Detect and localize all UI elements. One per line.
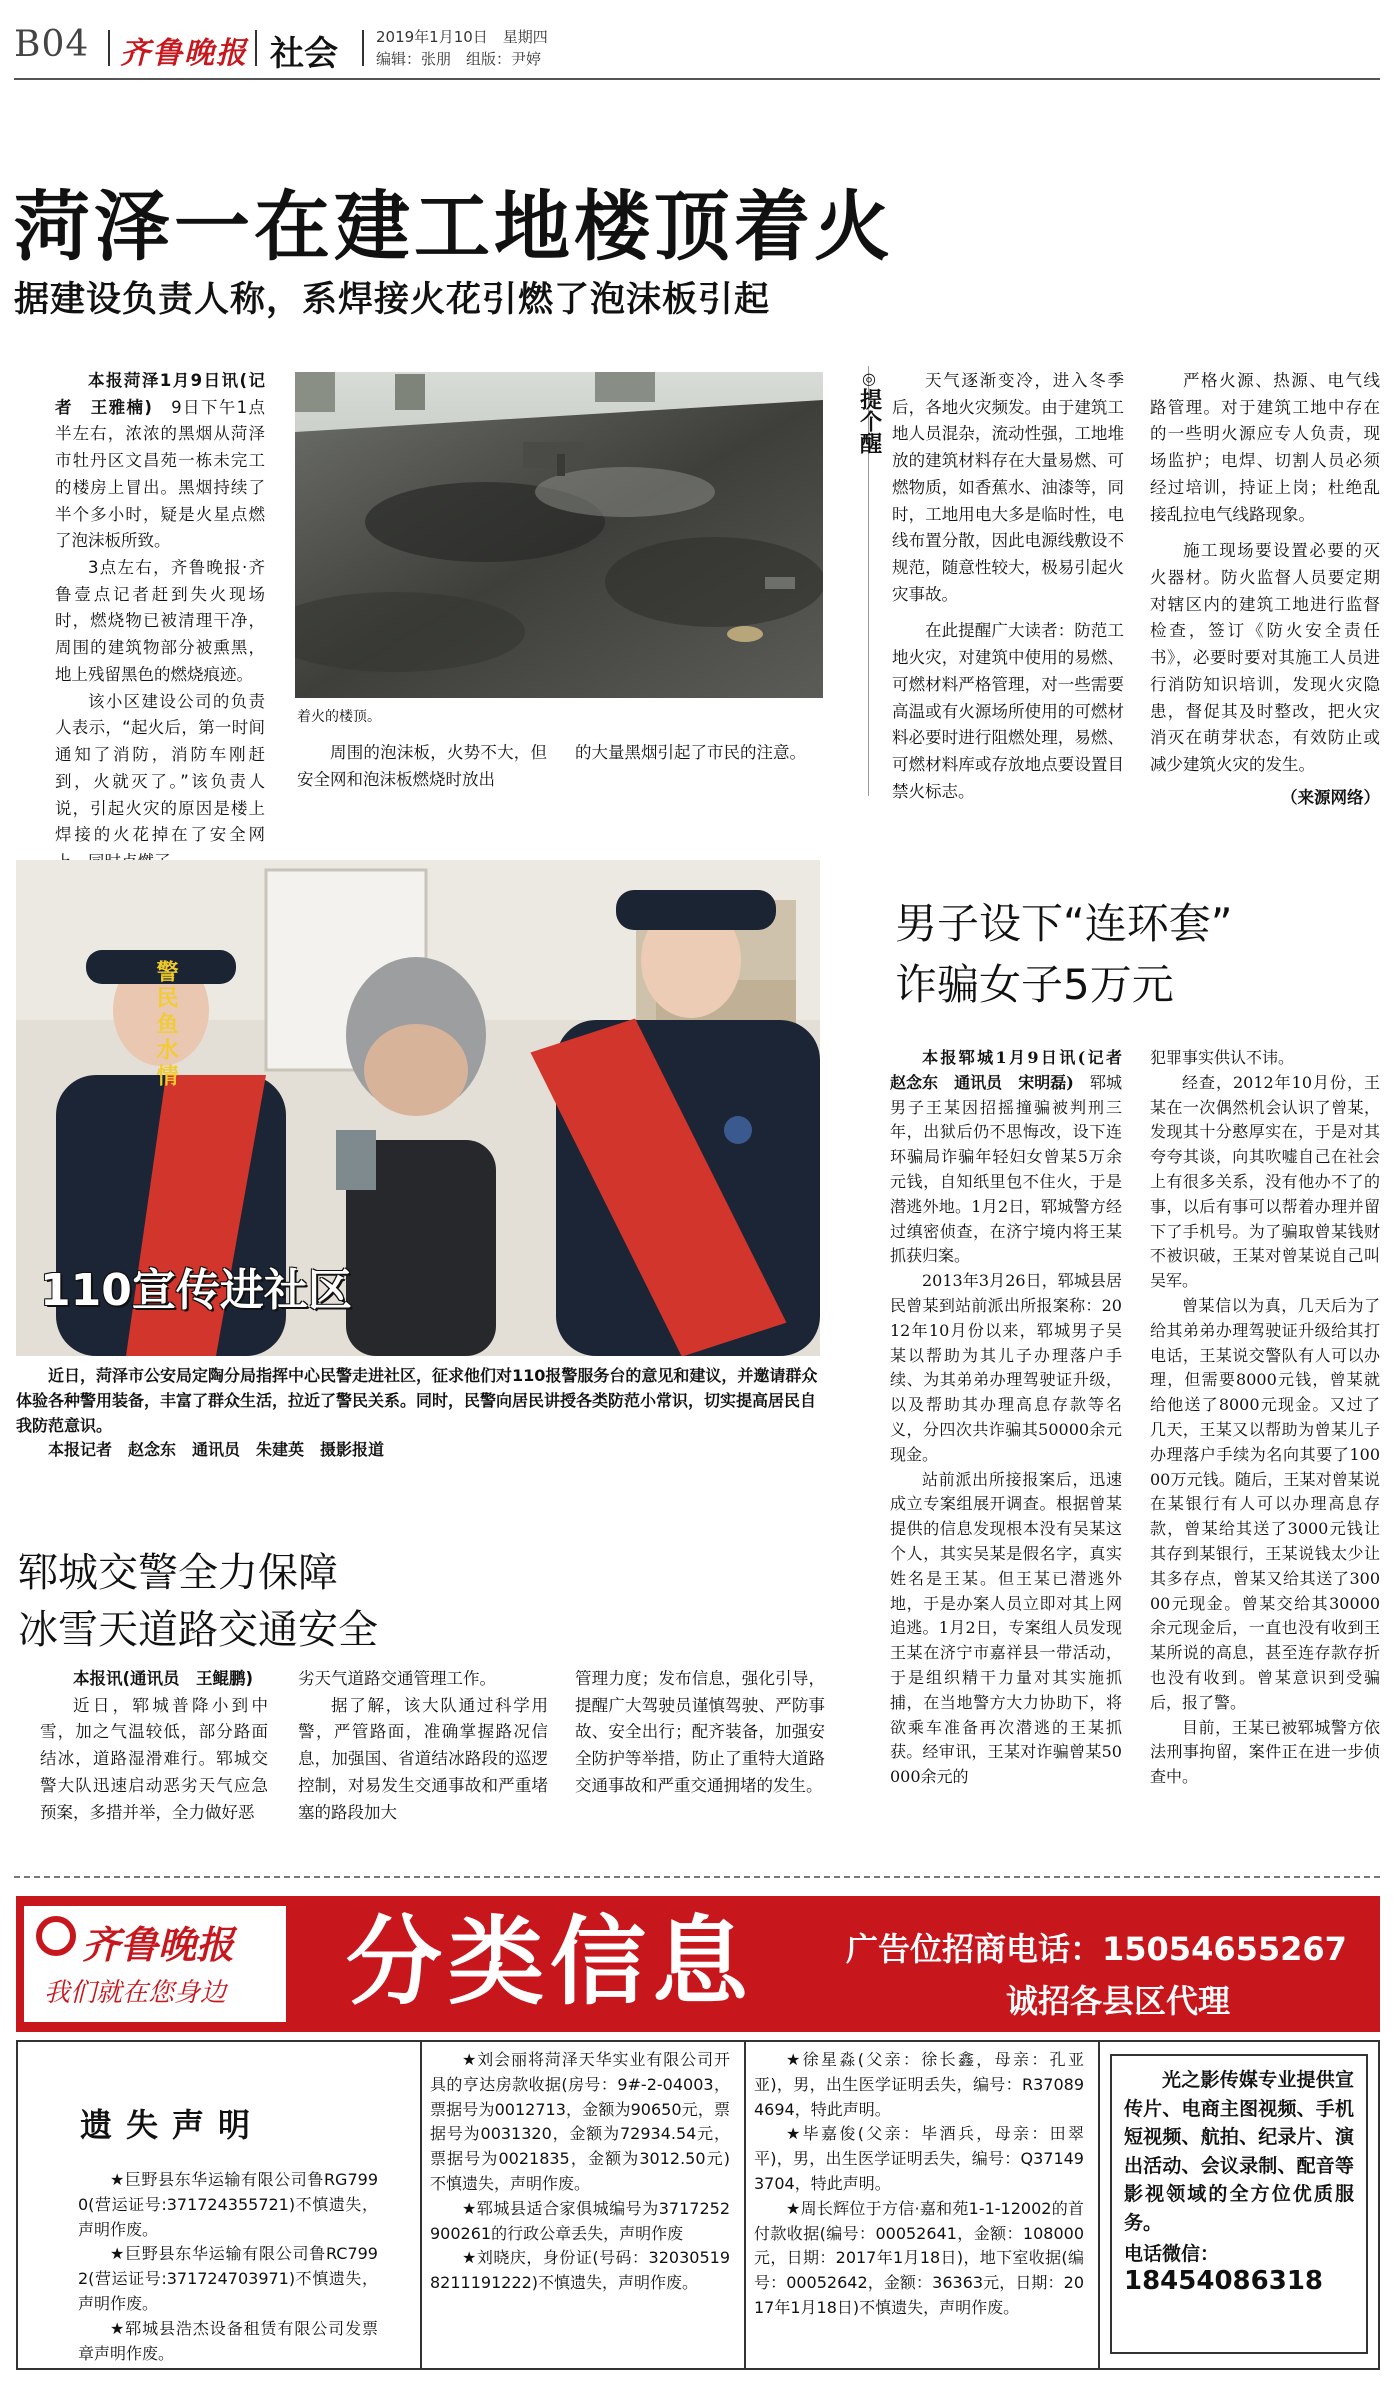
lead-column-2 [297, 740, 547, 793]
banner-agents: 诚招各县区代理 [1006, 1982, 1231, 2020]
lead-text: 3点左右，齐鲁晚报·齐鲁壹点记者赶到失火现场时，燃烧物已被清理干净，周围的建筑物部分被熏黑，地上残留黑色的燃烧痕迹。 [55, 558, 265, 684]
fraud-column-2 [1150, 1046, 1380, 1790]
classifieds-divider [744, 2040, 746, 2370]
notice-item: ★巨野县东华运输有限公司鲁RG7990(营运证号:371724355721)不慎遗失，声明作废。 [78, 2170, 378, 2239]
notice-item: ★毕嘉俊(父亲：毕酒兵，母亲：田翠平)，男，出生医学证明丢失，编号：Q371493704，特此声明。 [754, 2124, 1084, 2193]
header-divider [108, 30, 110, 66]
lead-column-1 [55, 368, 265, 876]
banner-slogan: 我们就在您身边 [44, 1978, 227, 2008]
notice-item: ★徐星淼(父亲：徐长鑫，母亲：孔亚亚)，男，出生医学证明丢失，编号：R370894694，特此声明。 [754, 2050, 1084, 2119]
masthead-logo: 齐鲁晚报 [120, 36, 248, 71]
reminder-text: 在此提醒广大读者：防范工地火灾，对建筑中使用的易燃、可燃材料严格管理，对一些需要高温或有火源场所使用的可燃材料必要时进行阻燃处理，易燃、可燃材料库或存放地点要设置目禁火标志。 [892, 621, 1124, 801]
snow-headline [18, 1545, 378, 1659]
banner-logo-text: 齐鲁晚报 [82, 1922, 235, 1967]
fraud-text: 曾某信以为真，几天后为了给其弟弟办理驾驶证升级给其打电话，王某说交警队有人可以办理，但需要8000元钱，曾某就给他送了8000元现金。又过了几天，王某又以帮助为曾某儿子办理落户手续为名向其要了10000万元钱。随后，王某对曾某说在某银行有人可以办理高息存款，曾某给其送了3000元钱让其存到某银行，王某说钱太少让其多存点，曾某又给其送了30000元现金。曾某交给其30000余元现金后，一直也没有收到王某所说的高息，甚至连存款存折也没有收到。曾某意识到受骗后，报了警。 [1150, 1295, 1380, 1712]
fraud-text: 2013年3月26日，郓城县居民曾某到站前派出所报案称：2012年10月份以来，郓城男子吴某以帮助为其儿子办理落户手续、为其弟弟办理驾驶证升级，以及帮助其办理高息存款等名义，分四次共诈骗其50000余元现金。 [890, 1271, 1122, 1464]
fraud-headline [895, 894, 1233, 1016]
header-divider [255, 30, 257, 66]
snow-byline: 本报讯(通讯员 王鲲鹏) [73, 1669, 254, 1688]
reminder-source: （来源网络） [1281, 787, 1380, 807]
classifieds-column-2 [430, 2048, 730, 2296]
banner-logo-box [24, 1906, 286, 2022]
police-photo-overlay: 110宣传进社区 [40, 1265, 352, 1316]
lead-subhead: 据建设负责人称，系焊接火花引燃了泡沫板引起 [14, 280, 771, 320]
classifieds-divider [1098, 2040, 1100, 2370]
notice-item: ★刘晓庆，身份证(号码：320305198211191222)不慎遗失，声明作废。 [430, 2248, 730, 2293]
police-sash-text: 警民鱼水情 [153, 960, 178, 1090]
notice-item: ★巨野县东华运输有限公司鲁RC7992(营运证号:371724703971)不慎遗失，声明作废。 [78, 2244, 378, 2313]
fraud-text: 目前，王某已被郓城警方依法刑事拘留，案件正在进一步侦查中。 [1150, 1717, 1380, 1787]
police-photo-credit: 本报记者 赵念东 通讯员 朱建英 摄影报道 [48, 1440, 385, 1460]
fire-photo-caption: 着火的楼顶。 [297, 709, 381, 725]
snow-text: 劣天气道路交通管理工作。 [298, 1669, 496, 1688]
fraud-text: 犯罪事实供认不讳。 [1150, 1048, 1295, 1067]
reminder-column-2 [1150, 368, 1380, 812]
lead-text: 的大量黑烟引起了市民的注意。 [575, 743, 806, 762]
reminder-text: 天气逐渐变冷，进入冬季后，各地火灾频发。由于建筑工地人员混杂，流动性强，工地堆放的建筑材料存在大量易燃、可燃物质，如香蕉水、油漆等，同时，工地用电大多是临时性，电线布置分散，因此电源线敷设不规范，随意性较大，极易引起火灾事故。 [892, 371, 1124, 604]
issue-date: 2019年1月10日 星期四 [376, 28, 548, 46]
notice-item: ★郓城县浩杰设备租赁有限公司发票章声明作废。 [78, 2318, 378, 2363]
section-separator [14, 1876, 1380, 1878]
police-photo-caption [16, 1364, 820, 1463]
snow-text: 管理力度；发布信息，强化引导，提醒广大驾驶员谨慎驾驶、严防事故、安全出行；配齐装备，加强安全防护等举措，防止了重特大道路交通事故和严重交通拥堵的发生。 [575, 1669, 825, 1795]
reminder-tag [853, 370, 885, 454]
snow-headline-line: 冰雪天道路交通安全 [18, 1606, 378, 1653]
fraud-text: 站前派出所接报案后，迅速成立专案组展开调查。根据曾某提供的信息发现根本没有吴某这个人，其实吴某是假名字，真实姓名是王某。但王某已潜逃外地，于是办案人员立即对其上网追逃。1月2日，专案组人员发现王某在济宁市嘉祥县一带活动，于是组织精干力量对其实施抓捕，在当地警方大力协助下，将欲乘车准备再次潜逃的王某抓获。经审讯，王某对诈骗曾某50000余元的 [890, 1469, 1122, 1787]
promo-wechat-number: 18454086318 [1124, 2266, 1323, 2296]
classifieds-divider [420, 2040, 422, 2370]
notice-item: ★郓城县适合家俱城编号为3717252900261的行政公章丢失，声明作废 [430, 2198, 730, 2243]
page-number: B04 [14, 24, 90, 65]
reminder-text: 严格火源、热源、电气线路管理。对于建筑工地中存在的一些明火源应专人负责，现场监护；电焊、切割人员必须经过培训，持证上岗；杜绝乱接乱拉电气线路现象。 [1150, 371, 1380, 524]
promo-box [1110, 2054, 1368, 2354]
header-divider [362, 30, 364, 66]
fraud-text: 郓城男子王某因招摇撞骗被判刑三年，出狱后仍不思悔改，设下连环骗局诈骗年轻妇女曾某5万余元钱，自知纸里包不住火，于是潜逃外地。1月2日，郓城警方经过缜密侦查，在济宁境内将王某抓获归案。 [890, 1072, 1122, 1266]
classified-banner [16, 1896, 1380, 2032]
reminder-column-1 [892, 368, 1124, 806]
fraud-text: 经查，2012年10月份，王某在一次偶然机会认识了曾某，发现其十分憨厚实在，于是对其夸夸其谈，向其吹嘘自己在社会上有很多关系，没有他办不了的事，以后有事可以帮着办理并留下了手机号。为了骗取曾某钱财不被识破，王某对曾某说自己叫吴军。 [1150, 1072, 1380, 1291]
reminder-text: 施工现场要设置必要的灭火器材。防火监督人员要定期对辖区内的建筑工地进行监督检查，签订《防火安全责任书》，必要时要对其施工人员进行消防知识培训，发现火灾隐患，督促其及时整改，把火灾消灭在萌芽状态，有效防止或减少建筑火灾的发生。 [1150, 541, 1380, 775]
fraud-headline-line: 男子设下“连环套” [895, 899, 1233, 948]
fraud-byline: 本报郓城1月9日讯(记者 赵念东 通讯员 宋明磊) [890, 1048, 1139, 1092]
notice-item: ★周长辉位于方信·嘉和苑1-1-12002的首付款收据(编号：00052641，金额：108000元，日期：2017年1月18日)，地下室收据(编号：00052642，金额：36363元，日期：2017年1月18日)不慎遗失，声明作废。 [754, 2198, 1084, 2317]
lost-notice-heading: 遗失声明 [80, 2106, 265, 2144]
notice-item: ★刘会丽将菏泽天华实业有限公司开具的亨达房款收据(房号：9#-2-04003，票据号为0012713，金额为90650元，票据号为0031320，金额为72934.54元，票据号为0021835，金额为3012.50元)不慎遗失，声明作废。 [430, 2050, 730, 2193]
fire-rooftop-image [295, 372, 823, 698]
promo-text: 光之影传媒专业提供宣传片、电商主图视频、手机短视频、航拍、纪录片、演出活动、会议录制、配音等影视领域的全方位优质服务。 [1124, 2069, 1354, 2234]
classifieds-column-3 [754, 2048, 1084, 2321]
snow-headline-line: 郓城交警全力保障 [18, 1550, 338, 1596]
lead-text: 周围的泡沫板，火势不大，但安全网和泡沫板燃烧时放出 [297, 743, 547, 789]
promo-wechat-label: 电话微信： [1124, 2243, 1220, 2265]
snow-column-3 [575, 1666, 825, 1800]
fraud-headline-line: 诈骗女子5万元 [895, 959, 1174, 1009]
fraud-column-1 [890, 1046, 1139, 1790]
section-name: 社会 [270, 34, 338, 74]
classifieds-column-1 [78, 2168, 378, 2366]
lead-text: 该小区建设公司的负责人表示，“起火后，第一时间通知了消防，消防车刚赶到，火就灭了。”该负责人说，引起火灾的原因是楼上焊接的火花掉在了安全网 [55, 691, 265, 845]
snow-text: 据了解，该大队通过科学用警，严管路面，准确掌握路况信息，加强国、省道结冰路段的巡逻控制，对易发生交通事故和严重堵塞的路段加大 [298, 1695, 548, 1822]
snow-column-1 [40, 1666, 268, 1826]
snow-text: 近日，郓城普降小到中雪，加之气温较低，部分路面结冰，道路湿滑难行。郓城交警大队迅速启动恶劣天气应急预案，多措并举，全力做好恶 [40, 1695, 268, 1822]
header-underline [14, 78, 1380, 80]
lead-headline: 菏泽一在建工地楼顶着火 [14, 182, 894, 271]
fire-rooftop-photo [295, 372, 823, 698]
lead-column-3 [575, 740, 825, 767]
banner-logo-icon [36, 1916, 76, 1956]
police-caption-text: 近日，菏泽市公安局定陶分局指挥中心民警走进社区，征求他们对110报警服务台的意见和建议，并邀请群众体验各种警用装备，丰富了群众生活，拉近了警民关系。同时，民警向居民讲授各类防范小常识，切实提高居民自我防范意识。 [16, 1366, 818, 1435]
lead-text: 9日下午1点半左右，浓浓的黑烟从菏泽市牡丹区文昌苑一栋未完工的楼房上冒出。黑烟持续了半个多小时，疑是火星点燃了泡沫板所致。 [55, 397, 266, 551]
editors-line: 编辑：张朋 组版：尹婷 [376, 50, 542, 68]
snow-column-2 [298, 1666, 548, 1826]
reminder-bullet-icon: ◎ [862, 369, 876, 388]
banner-title: 分类信息 [346, 1906, 754, 2018]
lead-byline: 本报菏泽1月9日讯(记者 王雅楠) [55, 371, 265, 417]
reminder-label: 提个醒 [856, 388, 882, 455]
banner-phone: 广告位招商电话：15054655267 [846, 1930, 1347, 1968]
